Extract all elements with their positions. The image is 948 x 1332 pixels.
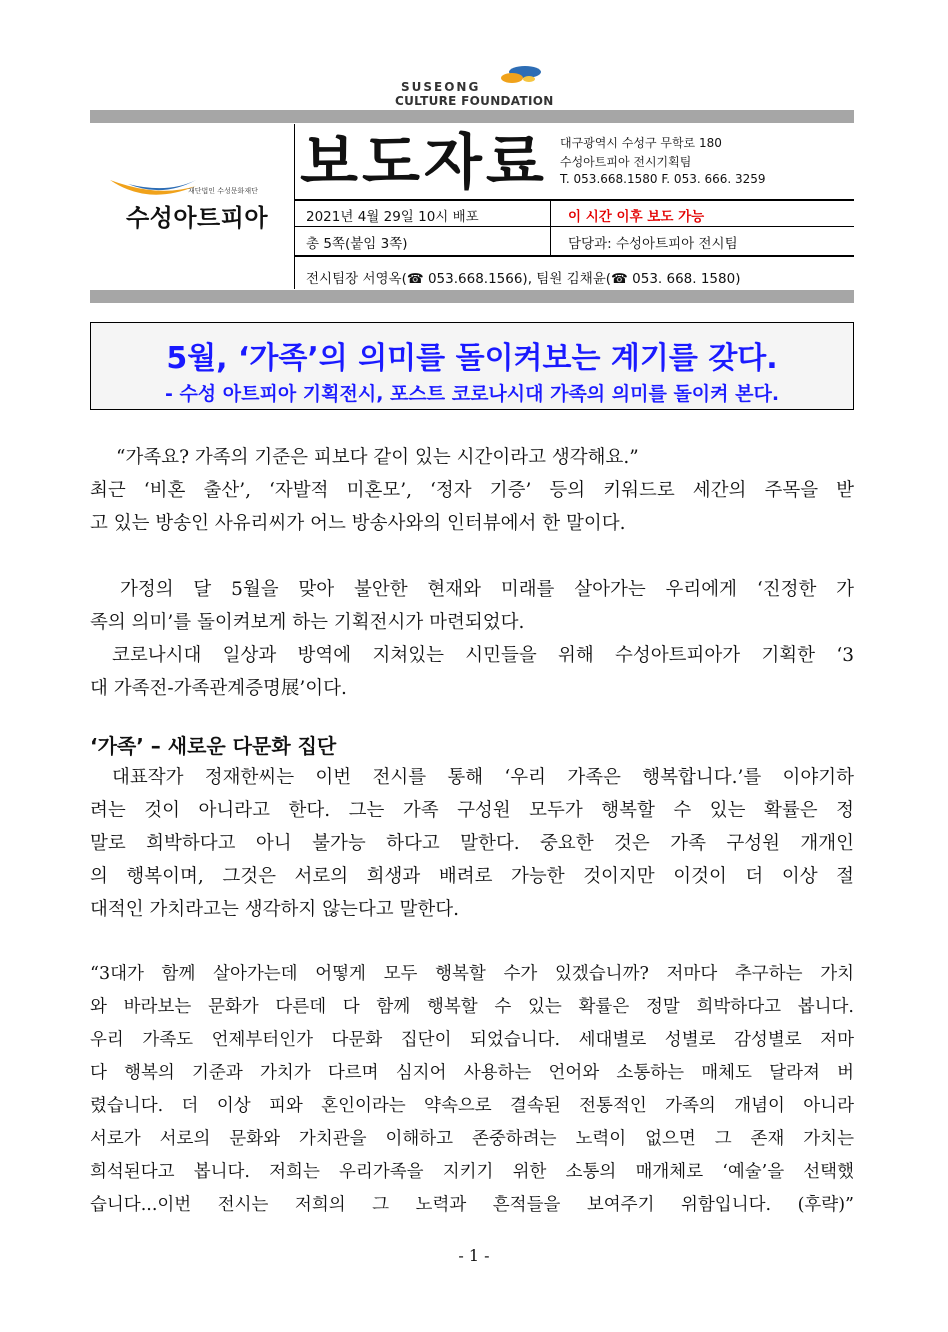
- p4-line-4: 다 행복의 기준과 가치가 다르며 심지어 사용하는 언어와 소통하는 매체도 달라져 버: [90, 1063, 854, 1083]
- p2-line-3: 코로나시대 일상과 방역에 지쳐있는 시민들을 위해 수성아트피아가 기획한 ‘3: [112, 645, 854, 666]
- header-mid-divider: [550, 200, 551, 256]
- p3-line-5: 대적인 가치라고는 생각하지 않는다고 말한다.: [90, 899, 459, 920]
- p3-line-2: 려는 것이 아니라고 한다. 그는 가족 구성원 모두가 행복할 수 있는 확률은 정: [90, 800, 854, 821]
- artpia-logo: [108, 176, 288, 236]
- artpia-logo-name: 수성아트피아: [126, 204, 269, 232]
- header-rule-1: [294, 199, 854, 201]
- address-line-1: 대구광역시 수성구 무학로 180: [560, 136, 722, 150]
- p2-line-1: 가정의 달 5월을 맞아 불안한 현재와 미래를 살아가는 우리에게 ‘진정한 가: [120, 579, 854, 600]
- p4-line-1: “3대가 함께 살아가는데 어떻게 모두 행복할 수가 있겠습니까? 저마다 추구하는 가치: [90, 964, 854, 984]
- artpia-logo-subtitle: 재단법인 수성문화재단: [188, 187, 258, 195]
- header-bottom-bar: [90, 290, 854, 303]
- foundation-logo: [395, 64, 565, 112]
- p1-line-2: 최근 ‘비혼 출산’, ‘자발적 미혼모’, ‘정자 기증’ 등의 키워드로 세간의 주목을 받: [90, 480, 854, 501]
- address-line-2: 수성아트피아 전시기획팀: [560, 155, 692, 169]
- foundation-logo-icon: [495, 64, 543, 88]
- embargo-notice: 이 시간 이후 보도 가능: [568, 209, 705, 225]
- headline-box: [90, 322, 854, 410]
- p4-line-5: 렸습니다. 더 이상 피와 혼인이라는 약속으로 결속된 전통적인 가족의 개념이 아니라: [90, 1096, 854, 1116]
- page-number: - 1 -: [458, 1246, 490, 1265]
- department: 담당과: 수성아트피아 전시팀: [568, 236, 738, 252]
- p1-line-3: 고 있는 방송인 사유리씨가 어느 방송사와의 인터뷰에서 한 말이다.: [90, 513, 626, 534]
- p4-line-3: 우리 가족도 언제부터인가 다문화 집단이 되었습니다. 세대별로 성별로 감성별로 저마: [90, 1030, 854, 1050]
- foundation-logo-line1: SUSEONG: [401, 80, 481, 94]
- header-rule-2: [294, 226, 854, 227]
- release-date: 2021년 4월 29일 10시 배포: [306, 209, 479, 225]
- header-rule-3: [294, 255, 854, 257]
- p4-line-2: 와 바라보는 문화가 다른데 다 함께 행복할 수 있는 확률은 정말 희박하다고 봅니다.: [90, 997, 854, 1017]
- p3-line-1: 대표작가 정재한씨는 이번 전시를 통해 ‘우리 가족은 행복합니다.’를 이야기하: [112, 767, 854, 788]
- p1-line-1: “가족요? 가족의 기준은 피보다 같이 있는 시간이라고 생각해요.”: [116, 447, 639, 468]
- p4-line-7: 희석된다고 봅니다. 저희는 우리가족을 지키기 위한 소통의 매개체로 ‘예술’을 선택했: [90, 1162, 854, 1182]
- headline-main: 5월, ‘가족’의 의미를 돌이켜보는 계기를 갖다.: [166, 341, 778, 376]
- header-left-divider: [294, 124, 295, 289]
- section-title: ‘가족’ – 새로운 다문화 집단: [90, 734, 337, 758]
- address-line-3: T. 053.668.1580 F. 053. 666. 3259: [560, 172, 766, 186]
- p3-line-4: 의 행복이며, 그것은 서로의 희생과 배려로 가능한 것이지만 이것이 더 이상 절: [90, 866, 854, 887]
- page-count: 총 5쪽(붙임 3쪽): [306, 236, 408, 252]
- header-top-bar: [90, 110, 854, 123]
- p2-line-4: 대 가족전-가족관계증명展’이다.: [90, 678, 347, 699]
- headline-sub: - 수성 아트피아 기획전시, 포스트 코로나시대 가족의 의미를 돌이켜 본다.: [164, 383, 780, 405]
- p4-line-6: 서로가 서로의 문화와 가치관을 이해하고 존중하려는 노력이 없으면 그 존재 가치는: [90, 1129, 854, 1149]
- p2-line-2: 족의 의미’를 돌이켜보게 하는 기획전시가 마련되었다.: [90, 612, 525, 633]
- foundation-logo-line2: CULTURE FOUNDATION: [395, 94, 554, 108]
- page-title: 보도자료: [300, 128, 548, 198]
- contacts: 전시팀장 서영옥(☎ 053.668.1566), 팀원 김채윤(☎ 053. 668. 1580): [306, 271, 741, 287]
- p3-line-3: 말로 희박하다고 아니 불가능 하다고 말한다. 중요한 것은 가족 구성원 개개인: [90, 833, 854, 854]
- p4-line-8: 습니다...이번 전시는 저희의 그 노력과 흔적들을 보여주기 위함입니다. (후략)”: [90, 1195, 854, 1215]
